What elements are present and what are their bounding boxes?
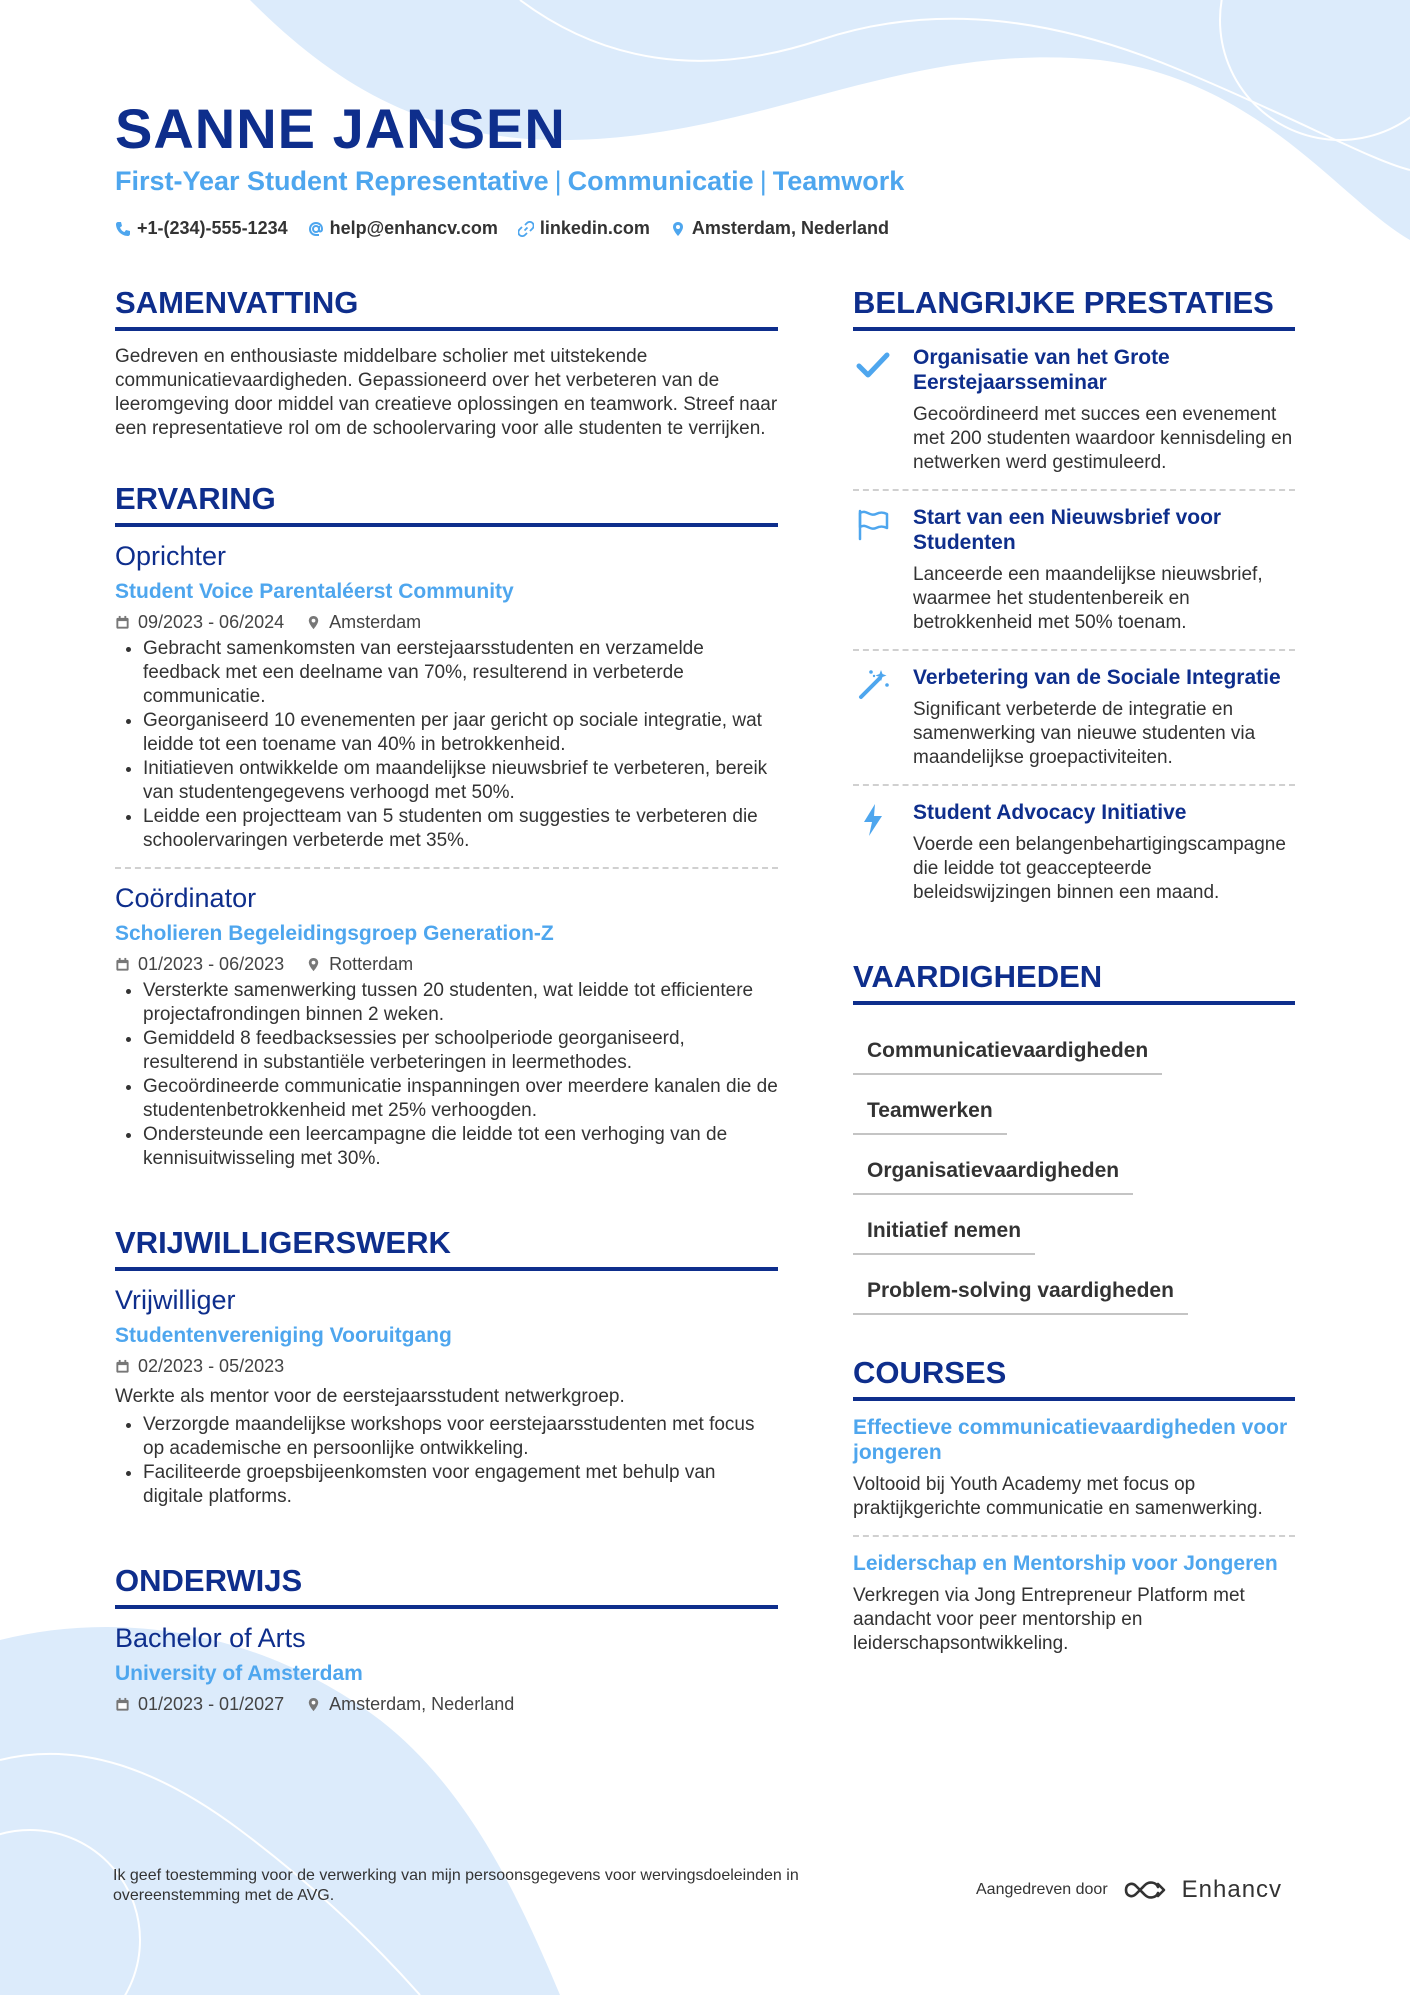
headline-part: First-Year Student Representative (115, 166, 549, 196)
calendar-icon (115, 1697, 130, 1712)
enhancv-logo-icon (1122, 1878, 1168, 1902)
job-dates (115, 612, 284, 633)
skill-tag: Initiatief nemen (853, 1209, 1035, 1255)
achievement-item (853, 331, 1295, 489)
job-bullet: • Leidde een projectteam van 5 studenten om suggesties te verbeteren die schoolervaringen verbeterde met 35%. (143, 805, 778, 853)
job-dates (115, 954, 284, 975)
skills-heading: VAARDIGHEDEN (853, 959, 1295, 1005)
calendar-icon (115, 615, 130, 630)
achievement-title: Student Advocacy Initiative (913, 801, 1187, 824)
courses-heading: COURSES (853, 1355, 1295, 1401)
skill-tag: Problem-solving vaardigheden (853, 1269, 1188, 1315)
volunteer-bullet: • Faciliteerde groepsbijeenkomsten voor engagement met behulp van digitale platforms. (143, 1461, 778, 1509)
job-bullets (115, 637, 778, 853)
experience-entry (115, 527, 778, 867)
achievement-item (853, 649, 1295, 784)
left-column (115, 285, 778, 1769)
enhancv-wordmark: Enhancv (1181, 1876, 1283, 1903)
job-meta (115, 612, 778, 633)
skill-tag: Communicatievaardigheden (853, 1029, 1162, 1075)
location-icon (306, 957, 321, 972)
course-desc: Verkregen via Jong Entrepreneur Platform met aandacht voor peer mentorship en leiderschapsontwikkeling. (853, 1585, 1245, 1654)
volunteer-entry (115, 1271, 778, 1523)
achievement-body (913, 800, 1295, 905)
education-degree: Bachelor of Arts (115, 1623, 306, 1653)
education-dates-text: 01/2023 - 01/2027 (138, 1694, 285, 1714)
achievements-section (853, 285, 1295, 919)
location-icon (306, 1697, 321, 1712)
achievement-icon-wrap (853, 505, 893, 635)
education-meta (115, 1694, 778, 1715)
job-company: Scholieren Begeleidingsgroep Generation-Z (115, 922, 554, 945)
education-heading: ONDERWIJS (115, 1563, 778, 1609)
contact-email-text: help@enhancv.com (329, 218, 498, 238)
achievements-heading: BELANGRIJKE PRESTATIES (853, 285, 1295, 331)
volunteer-role: Vrijwilliger (115, 1285, 236, 1315)
experience-heading: ERVARING (115, 481, 778, 527)
job-bullet: • Versterkte samenwerking tussen 20 studenten, wat leidde tot efficientere projectafrondingen binnen 2 weken. (143, 979, 778, 1027)
achievement-icon-wrap (853, 665, 893, 770)
contact-location-text: Amsterdam, Nederland (691, 218, 889, 238)
volunteer-meta (115, 1356, 778, 1377)
phone-icon (115, 221, 131, 237)
summary-text: Gedreven en enthousiaste middelbare scholier met uitstekende communicatievaardigheden. Gepassioneerd over het verbeteren van de leeromgeving door middel van creatieve oplossingen en teamwork. Streef naar een representatieve rol om de schoolervaring voor alle studenten te verrijken. (115, 346, 778, 439)
job-dates-text: 01/2023 - 06/2023 (138, 954, 285, 974)
headline-separator: | (554, 166, 562, 196)
summary-section (115, 285, 778, 441)
candidate-headline (115, 166, 904, 197)
contact-location (670, 218, 889, 239)
skill-tag: Teamwerken (853, 1089, 1007, 1135)
contact-linkedin[interactable] (518, 218, 650, 239)
headline-separator: | (759, 166, 767, 196)
job-bullet: • Georganiseerd 10 evenementen per jaar gericht op sociale integratie, wat leidde tot een toename van 40% in betrokkenheid. (143, 709, 778, 757)
volunteer-dates-text: 02/2023 - 05/2023 (138, 1356, 285, 1376)
footer-brand[interactable] (976, 1876, 1282, 1904)
job-location (306, 612, 421, 633)
contact-phone[interactable] (115, 218, 288, 239)
volunteer-bullet: • Verzorgde maandelijkse workshops voor eerstejaarsstudenten met focus op academische en persoonlijke ontwikkeling. (143, 1413, 778, 1461)
calendar-icon (115, 1359, 130, 1374)
achievement-title: Organisatie van het Grote Eerstejaarsseminar (913, 346, 1170, 394)
contact-bar (115, 218, 889, 239)
course-item (853, 1401, 1295, 1535)
achievement-body (913, 505, 1295, 635)
headline-part: Teamwork (772, 166, 905, 196)
volunteer-section (115, 1225, 778, 1523)
courses-section (853, 1355, 1295, 1670)
education-school: University of Amsterdam (115, 1662, 363, 1685)
job-role: Oprichter (115, 541, 227, 571)
candidate-name: SANNE JANSEN (115, 97, 566, 160)
volunteer-org: Studentenvereniging Vooruitgang (115, 1324, 452, 1347)
experience-entry (115, 867, 778, 1185)
course-title: Leiderschap en Mentorship voor Jongeren (853, 1552, 1278, 1575)
magic-wand-icon (855, 667, 891, 703)
gdpr-consent-text: Ik geef toestemming voor de verwerking van mijn persoonsgegevens voor wervingsdoeleinden in overeenstemming met de AVG. (113, 1867, 799, 1904)
powered-by-label: Aangedreven door (976, 1881, 1108, 1898)
at-icon (308, 221, 324, 237)
education-section (115, 1563, 778, 1729)
checkmark-icon (855, 347, 891, 383)
location-icon (306, 615, 321, 630)
right-column (853, 285, 1295, 1710)
education-entry (115, 1609, 778, 1729)
education-location (306, 1694, 514, 1715)
education-dates (115, 1694, 284, 1715)
achievement-desc: Gecoördineerd met succes een evenement met 200 studenten waardoor kennisdeling en netwerken werd gestimuleerd. (913, 404, 1293, 473)
contact-email[interactable] (308, 218, 498, 239)
link-icon (518, 221, 534, 237)
job-bullet: • Ondersteunde een leercampagne die leidde tot een verhoging van de kennisuitwisseling met 30%. (143, 1123, 778, 1171)
job-bullet: • Gebracht samenkomsten van eerstejaarsstudenten en verzamelde feedback met een deelname van 70%, resulterend in verbeterde communicatie. (143, 637, 778, 709)
volunteer-bullets (115, 1413, 778, 1509)
achievement-body (913, 345, 1295, 475)
experience-section (115, 481, 778, 1185)
lightning-icon (855, 802, 891, 838)
job-role: Coördinator (115, 883, 257, 913)
job-location-text: Rotterdam (329, 954, 414, 974)
job-bullet: • Initiatieven ontwikkelde om maandelijkse nieuwsbrief te verbeteren, bereik van studentengegevens verhoogd met 50%. (143, 757, 778, 805)
volunteer-heading: VRIJWILLIGERSWERK (115, 1225, 778, 1271)
course-item (853, 1535, 1295, 1670)
job-bullets (115, 979, 778, 1171)
location-icon (670, 221, 686, 237)
job-location-text: Amsterdam (329, 612, 422, 632)
job-location (306, 954, 413, 975)
job-dates-text: 09/2023 - 06/2024 (138, 612, 285, 632)
course-desc: Voltooid bij Youth Academy met focus op praktijkgerichte communicatie en samenwerking. (853, 1474, 1263, 1519)
job-company: Student Voice Parentaléerst Community (115, 580, 514, 603)
achievement-icon-wrap (853, 345, 893, 475)
course-title: Effectieve communicatievaardigheden voor jongeren (853, 1416, 1288, 1464)
education-location-text: Amsterdam, Nederland (329, 1694, 515, 1714)
achievement-title: Verbetering van de Sociale Integratie (913, 666, 1281, 689)
job-bullet: • Gecoördineerde communicatie inspanningen over meerdere kanalen die de studentenbetrokkenheid met 25% verhoogden. (143, 1075, 778, 1123)
achievement-icon-wrap (853, 800, 893, 905)
skills-section (853, 959, 1295, 1315)
volunteer-description: Werkte als mentor voor de eerstejaarsstudent netwerkgroep. (115, 1386, 625, 1407)
achievement-desc: Significant verbeterde de integratie en samenwerking van nieuwe studenten via maandelijkse groepactiviteiten. (913, 699, 1256, 768)
achievement-desc: Lanceerde een maandelijkse nieuwsbrief, waarmee het studentenbereik en betrokkenheid met 50% toenam. (913, 564, 1263, 633)
skill-tag: Organisatievaardigheden (853, 1149, 1133, 1195)
job-bullet: • Gemiddeld 8 feedbacksessies per schoolperiode georganiseerd, resulterend in substantiële verbeteringen in leermethodes. (143, 1027, 778, 1075)
headline-part: Communicatie (567, 166, 754, 196)
skills-list (853, 1015, 1295, 1315)
achievement-body (913, 665, 1295, 770)
summary-heading: SAMENVATTING (115, 285, 778, 331)
volunteer-dates (115, 1356, 284, 1377)
achievement-title: Start van een Nieuwsbrief voor Studenten (913, 506, 1222, 554)
achievement-desc: Voerde een belangenbehartigingscampagne die leidde tot geaccepteerde beleidswijzingen binnen een maand. (913, 834, 1286, 903)
achievement-item (853, 784, 1295, 919)
job-meta (115, 954, 778, 975)
achievement-item (853, 489, 1295, 649)
flag-icon (855, 507, 891, 543)
calendar-icon (115, 957, 130, 972)
contact-phone-text: +1-(234)-555-1234 (137, 218, 288, 238)
contact-linkedin-text: linkedin.com (539, 218, 650, 238)
